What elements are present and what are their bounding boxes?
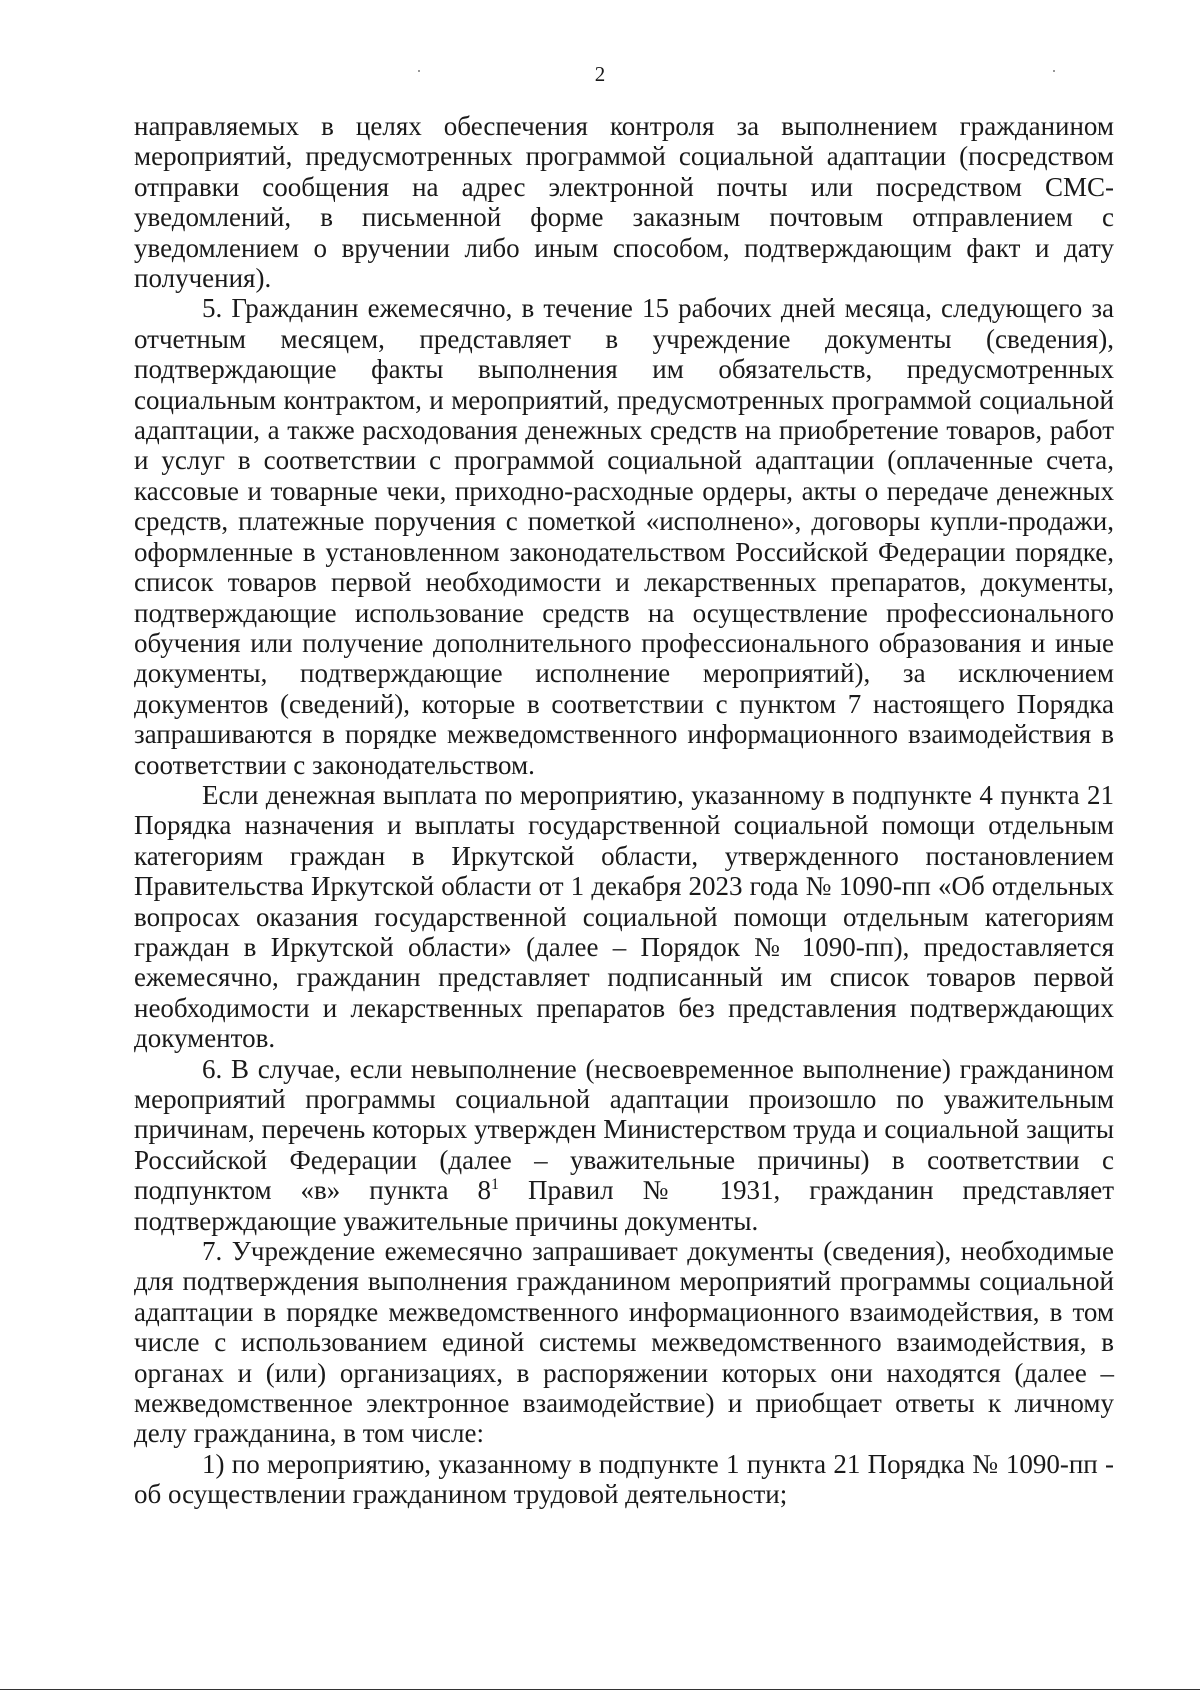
- paragraph-continuation: направляемых в целях обеспечения контроля за выполнением гражданином мероприятий, предусмотренных программой социальной адаптации (посредством отправки сообщения на адрес электронной почты или посредством СМС-уведомлений, в письменной форме заказным почтовым отправлением с уведомлением о вручении либо иным способом, подтверждающим факт и дату получения).: [134, 111, 1114, 294]
- document-body: [134, 111, 1114, 1510]
- superscript-footnote: 1: [491, 1176, 500, 1194]
- page-number: 2: [594, 62, 606, 86]
- scan-speck: [1053, 70, 1055, 72]
- paragraph-subitem-1: 1) по мероприятию, указанному в подпункте 1 пункта 21 Порядка № 1090-пп - об осуществлении гражданином трудовой деятельности;: [134, 1448, 1114, 1510]
- paragraph-item-5: 5. Гражданин ежемесячно, в течение 15 рабочих дней месяца, следующего за отчетным месяцем, представляет в учреждение документы (сведения), подтверждающие факты выполнения им обязательств, предусмотренных социальным контрактом, и мероприятий, предусмотренных программой социальной адаптации, а также расходования денежных средств на приобретение товаров, работ и услуг в соответствии с программой социальной адаптации (оплаченные счета, кассовые и товарные чеки, приходно-расходные ордеры, акты о передаче денежных средств, платежные поручения с пометкой «исполнено», договоры купли-продажи, оформленные в установленном законодательством Российской Федерации порядке, список товаров первой необходимости и лекарственных препаратов, документы, подтверждающие использование средств на осуществление профессионального обучения или получение дополнительного профессионального образования и иные документы, подтверждающие исполнение мероприятий), за исключением документов (сведений), которые в соответствии с пунктом 7 настоящего Порядка запрашиваются в порядке межведомственного информационного взаимодействия в соответствии с законодательством.: [134, 293, 1114, 780]
- paragraph-item-7: 7. Учреждение ежемесячно запрашивает документы (сведения), необходимые для подтверждения выполнения гражданином мероприятий программы социальной адаптации в порядке межведомственного информационного взаимодействия, в том числе с использованием единой системы межведомственного взаимодействия, в органах и (или) организациях, в распоряжении которых они находятся (далее – межведомственное электронное взаимодействие) и приобщает ответы к личному делу гражданина, в том числе:: [134, 1236, 1114, 1449]
- paragraph-item-6-text: 6. В случае, если невыполнение (несвоевременное выполнение) гражданином мероприятий программы социальной адаптации произошло по уважительным причинам, перечень которых утвержден Министерством труда и социальной защиты Российской Федерации (далее – уважительные причины) в соответствии с подпунктом «в» пункта 8: [134, 1053, 1114, 1206]
- paragraph-monthly-payment: Если денежная выплата по мероприятию, указанному в подпункте 4 пункта 21 Порядка назначения и выплаты государственной социальной помощи отдельным категориям граждан в Иркутской области, утвержденного постановлением Правительства Иркутской области от 1 декабря 2023 года № 1090-пп «Об отдельных вопросах оказания государственной социальной помощи отдельным категориям граждан в Иркутской области» (далее – Порядок № 1090-пп), предоставляется ежемесячно, гражданин представляет подписанный им список товаров первой необходимости и лекарственных препаратов без представления подтверждающих документов.: [134, 779, 1114, 1054]
- paragraph-item-6-text-end: Правил № 1931, гражданин представляет подтверждающие уважительные причины документы.: [134, 1175, 1114, 1236]
- bottom-rule: [0, 1689, 1200, 1690]
- paragraph-item-6: [134, 1054, 1114, 1236]
- scan-speck: [418, 70, 420, 72]
